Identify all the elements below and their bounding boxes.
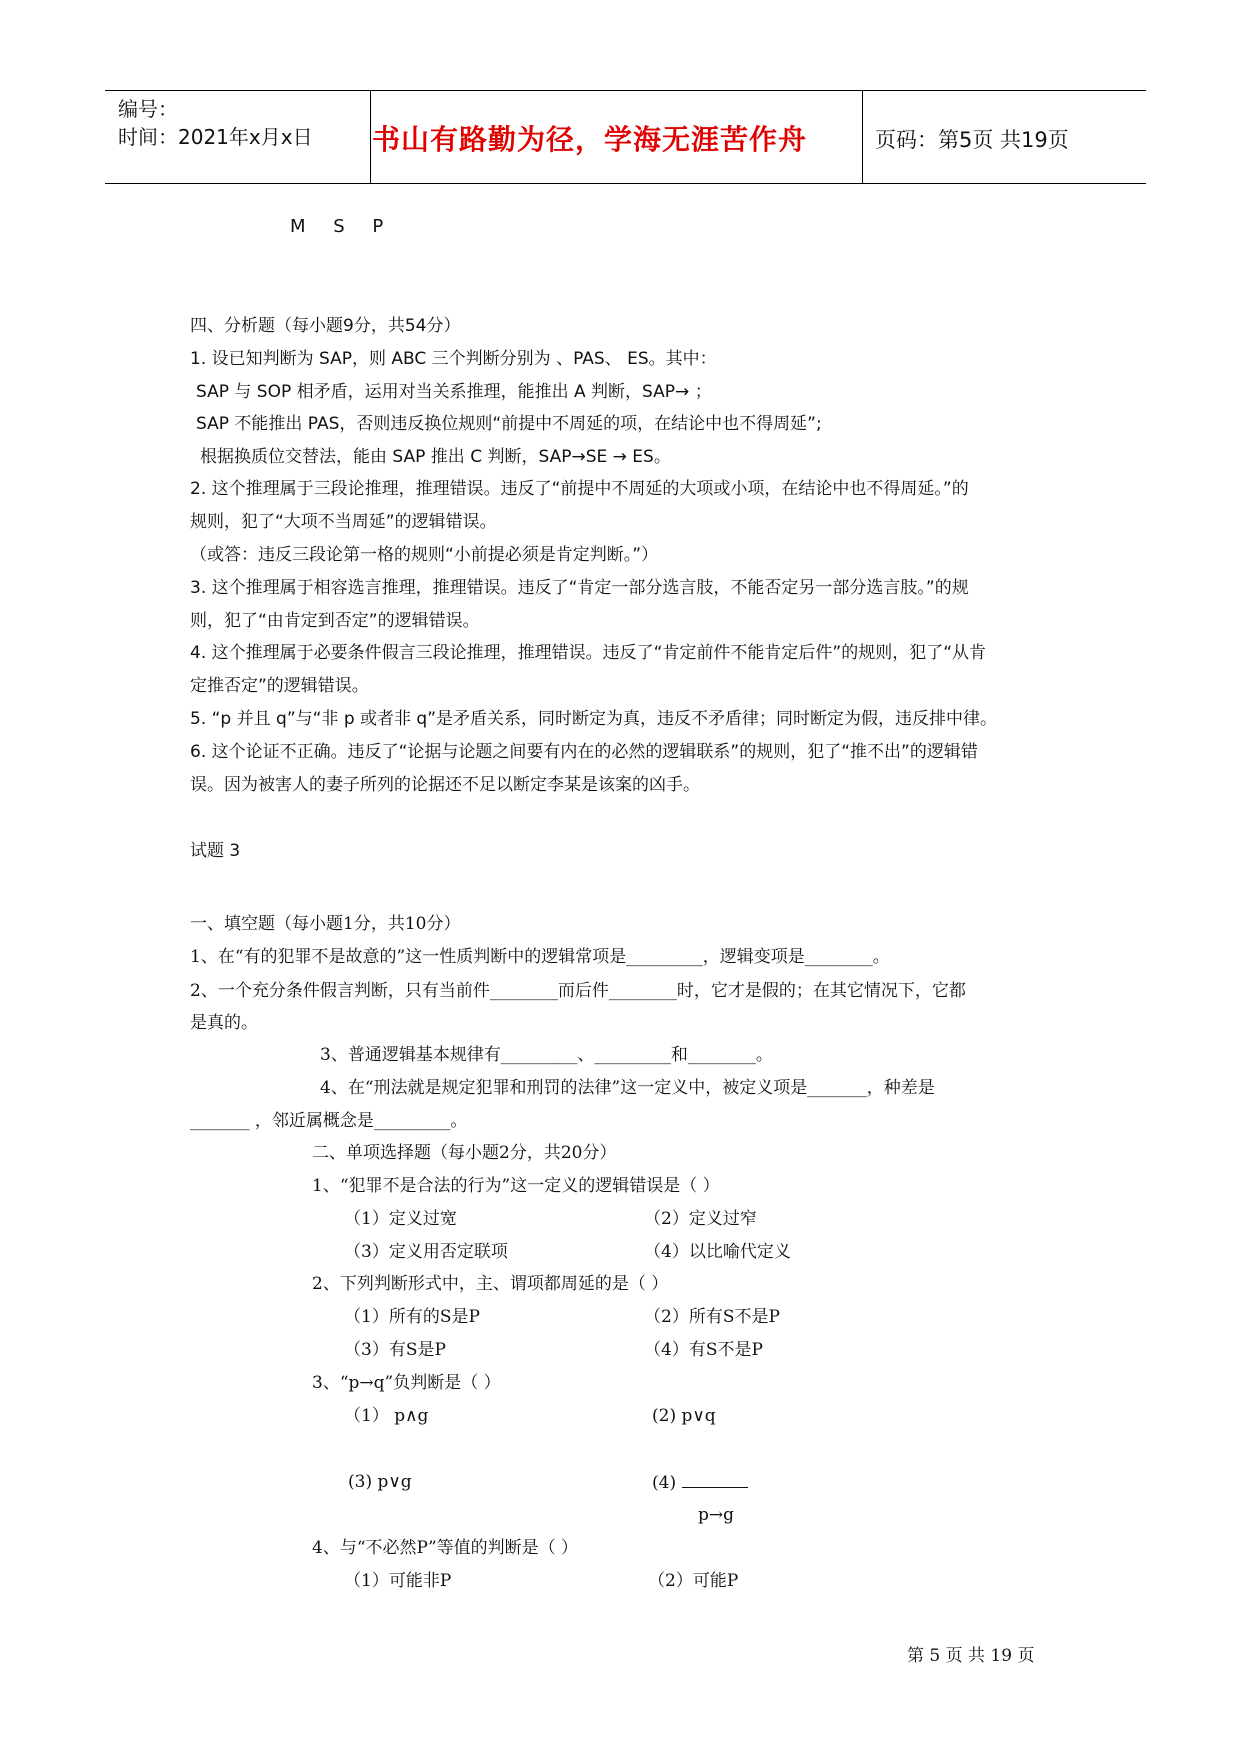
choice-option: （1）所有的S是P <box>344 1307 480 1327</box>
section4-line: 则，犯了“由肯定到否定”的逻辑错误。 <box>190 611 480 631</box>
section4-line: 4. 这个推理属于必要条件假言三段论推理，推理错误。违反了“肯定前件不能肯定后件”的规则，犯了“从肯 <box>190 643 987 663</box>
msp-label: M S P <box>290 216 384 237</box>
section4-line: 5. “p 并且 q”与“非 p 或者非 q”是矛盾关系，同时断定为真，违反不矛盾律；同时断定为假，违反排中律。 <box>190 709 998 729</box>
fill-q2-cont: 是真的。 <box>190 1013 258 1033</box>
fill-q1: 1、在“有的犯罪不是故意的”这一性质判断中的逻辑常项是_________，逻辑变项是________。 <box>190 947 890 967</box>
choice-option: （2）所有S不是P <box>644 1307 780 1327</box>
header-divider-1 <box>370 90 371 184</box>
section4-line: 6. 这个论证不正确。违反了“论据与论题之间要有内在的必然的逻辑联系”的规则，犯了“推不出”的逻辑错 <box>190 742 978 762</box>
header-time-label: 时间：2021年x月x日 <box>118 125 313 149</box>
header-page-label: 页码：第5页 共19页 <box>875 128 1069 152</box>
section4-line: SAP 不能推出 PAS，否则违反换位规则“前提中不周延的项，在结论中也不得周延”; <box>196 414 822 434</box>
choice-option: （3）有S是P <box>344 1340 446 1360</box>
section4-title: 四、分析题（每小题9分，共54分） <box>190 316 461 336</box>
section4-line: 2. 这个推理属于三段论推理，推理错误。违反了“前提中不周延的大项或小项，在结论中也不得周延。”的 <box>190 479 969 499</box>
section4-line: 1. 设已知判断为 SAP，则 ABC 三个判断分别为 、PAS、 ES。其中： <box>190 349 717 369</box>
choice-option: （1） p∧g <box>344 1406 429 1426</box>
header-number-label: 编号： <box>118 97 178 121</box>
choice-option-4 <box>652 1471 748 1494</box>
section4-line: SAP 与 SOP 相矛盾，运用对当关系推理，能推出 A 判断，SAP→ ； <box>196 382 712 402</box>
fill-title: 一、填空题（每小题1分，共10分） <box>190 914 461 934</box>
fill-q2: 2、一个充分条件假言判断，只有当前件________而后件________时，它才是假的；在其它情况下，它都 <box>190 981 966 1001</box>
section4-line: 误。因为被害人的妻子所列的论据还不足以断定李某是该案的凶手。 <box>190 775 700 795</box>
choice-option: （4）有S不是P <box>644 1340 763 1360</box>
header-divider-2 <box>862 90 863 184</box>
choice-option: （1）定义过宽 <box>344 1209 457 1229</box>
section4-line: （或答：违反三段论第一格的规则“小前提必须是肯定判断。”） <box>190 545 659 565</box>
header-motto: 书山有路勤为径，学海无涯苦作舟 <box>372 123 808 156</box>
choice-q4: 4、与“不必然P”等值的判断是（ ） <box>312 1538 579 1558</box>
choice-option-label: (4) <box>652 1473 677 1493</box>
choice-option: （2）定义过窄 <box>644 1209 757 1229</box>
choice-option: （3）定义用否定联项 <box>344 1242 508 1262</box>
choice-q1: 1、“犯罪不是合法的行为”这一定义的逻辑错误是（ ） <box>312 1176 720 1196</box>
fill-q4: 4、在“刑法就是规定犯罪和刑罚的法律”这一定义中，被定义项是_______，种差是 <box>320 1078 935 1098</box>
choice-option: (2) p∨q <box>652 1406 716 1426</box>
choice-option: （1）可能非P <box>344 1571 452 1591</box>
header-top-rule <box>105 90 1146 91</box>
choice-option: （2）可能P <box>648 1571 739 1591</box>
fill-q3: 3、普通逻辑基本规律有_________、_________和________。 <box>320 1045 773 1065</box>
choice-q3: 3、“p→q”负判断是（ ） <box>312 1373 501 1393</box>
fill-q4-cont: _______ ，邻近属概念是_________。 <box>190 1111 468 1131</box>
exam-title: 试题 3 <box>190 841 241 861</box>
section4-line: 3. 这个推理属于相容选言推理，推理错误。违反了“肯定一部分选言肢，不能否定另一部分选言肢。”的规 <box>190 578 969 598</box>
choice-title: 二、单项选择题（每小题2分，共20分） <box>312 1143 617 1163</box>
header-left-cell <box>118 95 313 151</box>
section4-line: 根据换质位交替法，能由 SAP 推出 C 判断，SAP→SE → ES。 <box>200 447 671 467</box>
choice-option: (3) p∨g <box>348 1472 412 1492</box>
choice-option: （4）以比喻代定义 <box>644 1242 791 1262</box>
header-bottom-rule <box>105 183 1146 184</box>
section4-line: 定推否定”的逻辑错误。 <box>190 676 369 696</box>
overline-bar <box>682 1471 748 1488</box>
page-footer: 第 5 页 共 19 页 <box>907 1646 1035 1666</box>
choice-option-expr: p→g <box>698 1505 735 1525</box>
choice-q2: 2、下列判断形式中，主、谓项都周延的是（ ） <box>312 1274 669 1294</box>
section4-line: 规则，犯了“大项不当周延”的逻辑错误。 <box>190 512 497 532</box>
